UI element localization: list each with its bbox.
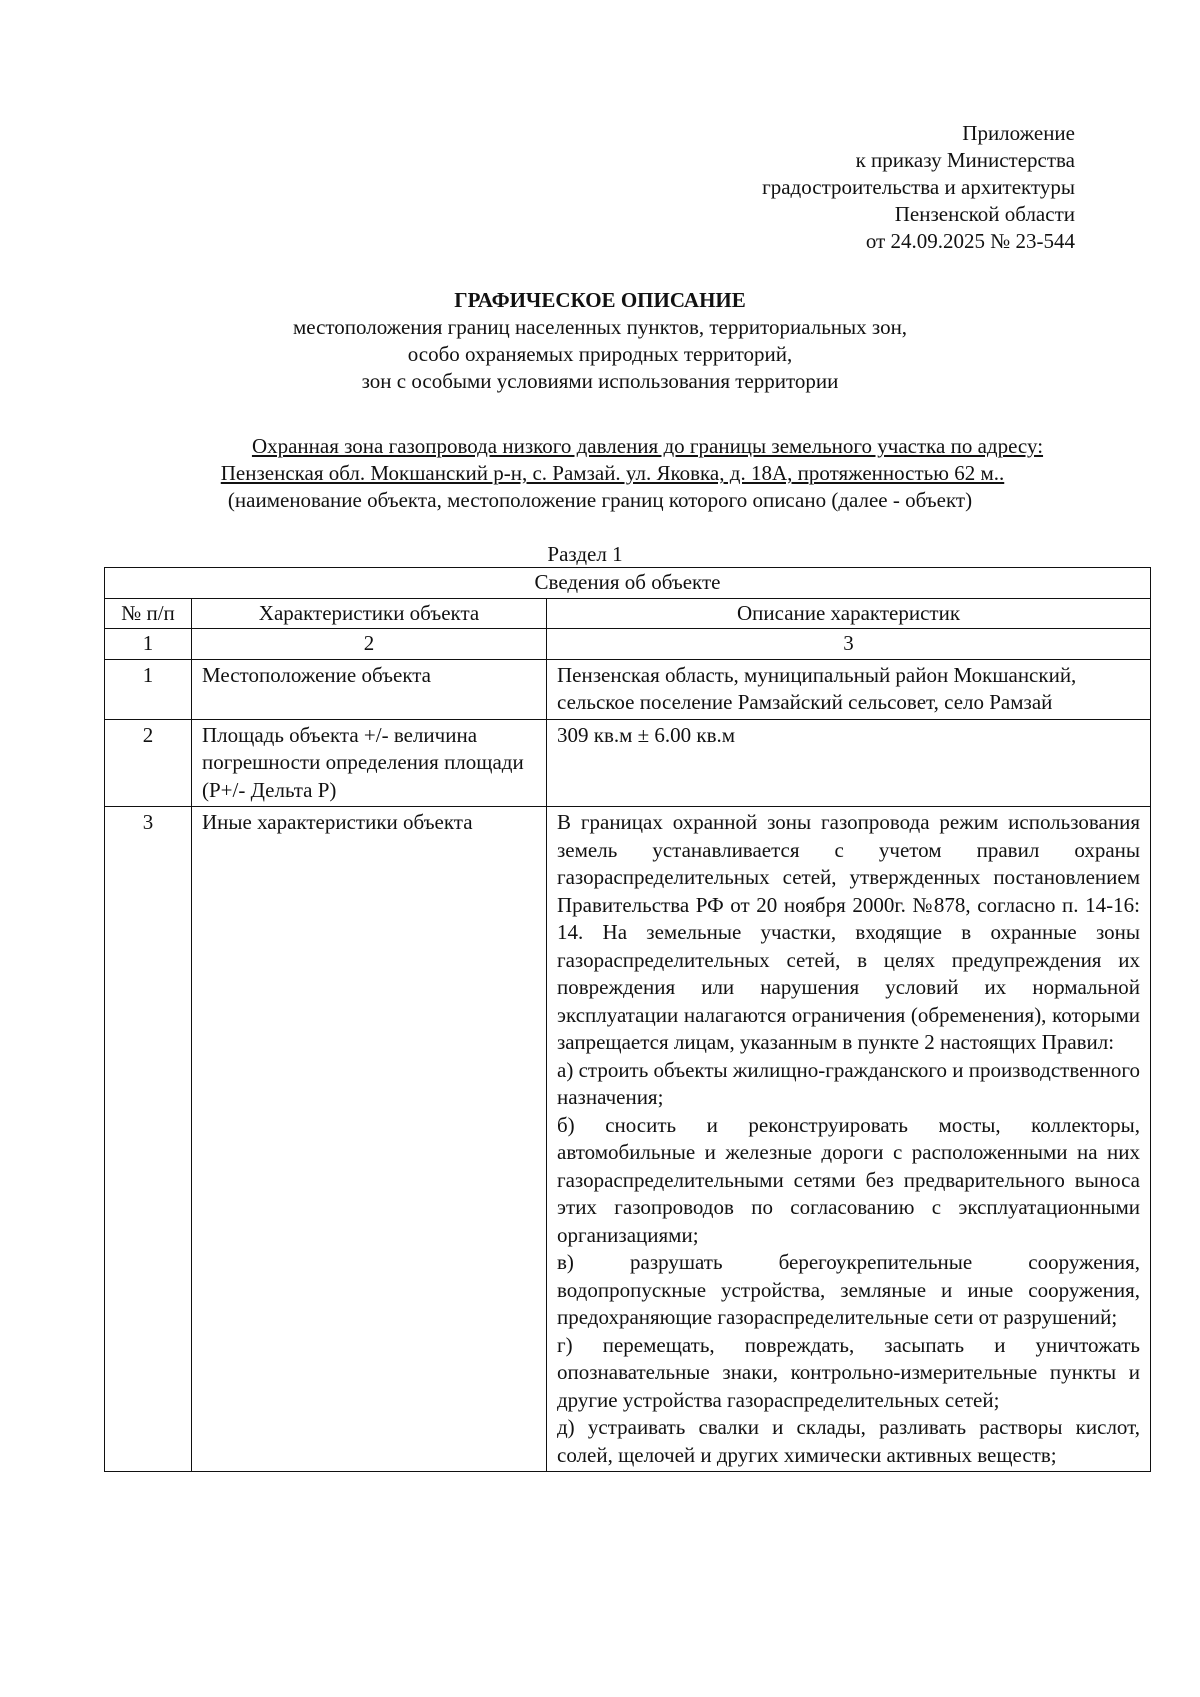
- column-header: № п/п: [105, 598, 192, 629]
- column-number: 2: [192, 629, 547, 660]
- row-number: 2: [105, 719, 192, 807]
- table-row: [105, 719, 1151, 807]
- row-number: 3: [105, 807, 192, 1472]
- appendix-header: [762, 120, 1075, 255]
- title-subline: зон с особыми условиями использования территории: [361, 369, 839, 393]
- appendix-line: от 24.09.2025 № 23-544: [865, 229, 1075, 253]
- row-characteristic: Местоположение объекта: [192, 659, 547, 719]
- row-number: 1: [105, 659, 192, 719]
- appendix-line: градостроительства и архитектуры: [762, 175, 1075, 199]
- description-paragraph: г) перемещать, повреждать, засыпать и уничтожать опознавательные знаки, контрольно-измерительные пункты и другие устройства газораспределительных сетей;: [557, 1332, 1140, 1412]
- column-number-row: [105, 629, 1151, 660]
- table-title: Сведения об объекте: [105, 568, 1151, 599]
- description-paragraph: д) устраивать свалки и склады, разливать растворы кислот, солей, щелочей и других химически активных веществ;: [557, 1415, 1140, 1467]
- title-subline: особо охраняемых природных территорий,: [407, 342, 793, 366]
- appendix-line: Приложение: [962, 121, 1075, 145]
- row-description: Пензенская область, муниципальный район Мокшанский, сельское поселение Рамзайский сельсовет, село Рамзай: [547, 659, 1151, 719]
- row-characteristic: Иные характеристики объекта: [192, 807, 547, 1472]
- column-header: Описание характеристик: [547, 598, 1151, 629]
- object-info-table: [104, 567, 1151, 1472]
- object-caption: (наименование объекта, местоположение границ которого описано (далее - объект): [227, 488, 973, 512]
- section-label: Раздел 1: [547, 542, 623, 566]
- column-number: 1: [105, 629, 192, 660]
- table-row: [105, 659, 1151, 719]
- object-name-block: [0, 433, 1200, 514]
- column-number: 3: [547, 629, 1151, 660]
- row-characteristic: Площадь объекта +/- величина погрешности определения площади (P+/- Дельта P): [192, 719, 547, 807]
- table-row: [105, 807, 1151, 1472]
- object-name-line: Охранная зона газопровода низкого давления до границы земельного участка по адресу:: [251, 434, 1044, 458]
- object-name-line: Пензенская обл. Мокшанский р-н, с. Рамзай. ул. Яковка, д. 18А, протяженностью 62 м..: [220, 461, 1005, 485]
- description-paragraph: а) строить объекты жилищно-гражданского и производственного назначения;: [557, 1057, 1141, 1109]
- document-title-block: [0, 287, 1200, 395]
- appendix-line: к приказу Министерства: [855, 148, 1075, 172]
- description-paragraph: В границах охранной зоны газопровода режим использования земель устанавливается с учетом правил охраны газораспределительных сетей, утвержденных постановлением Правительства РФ от 20 ноября 2000г. №878, согласно п. 14-16: 14. На земельные участки, входящие в охранные зоны газораспределительных сетей, в целях предупреждения их повреждения или нарушения условий их нормальной эксплуатации налагаются ограничения (обременения), которыми запрещается лицам, указанным в пункте 2 настоящих Правил:: [557, 810, 1140, 1054]
- table-header-row: [105, 598, 1151, 629]
- row-description: [547, 807, 1151, 1472]
- column-header: Характеристики объекта: [192, 598, 547, 629]
- appendix-line: Пензенской области: [894, 202, 1075, 226]
- table-title-row: [105, 568, 1151, 599]
- title-subline: местоположения границ населенных пунктов, территориальных зон,: [292, 315, 908, 339]
- document-title: ГРАФИЧЕСКОЕ ОПИСАНИЕ: [454, 288, 746, 312]
- description-paragraph: б) сносить и реконструировать мосты, коллекторы, автомобильные и железные дороги с расположенными на них газораспределительными сетями без предварительного выноса этих газопроводов по согласованию с эксплуатационными организациями;: [557, 1112, 1140, 1247]
- description-paragraph: в) разрушать берегоукрепительные сооружения, водопропускные устройства, земляные и иные сооружения, предохраняющие газораспределительные сети от разрушений;: [557, 1250, 1140, 1329]
- row-description: 309 кв.м ± 6.00 кв.м: [547, 719, 1151, 807]
